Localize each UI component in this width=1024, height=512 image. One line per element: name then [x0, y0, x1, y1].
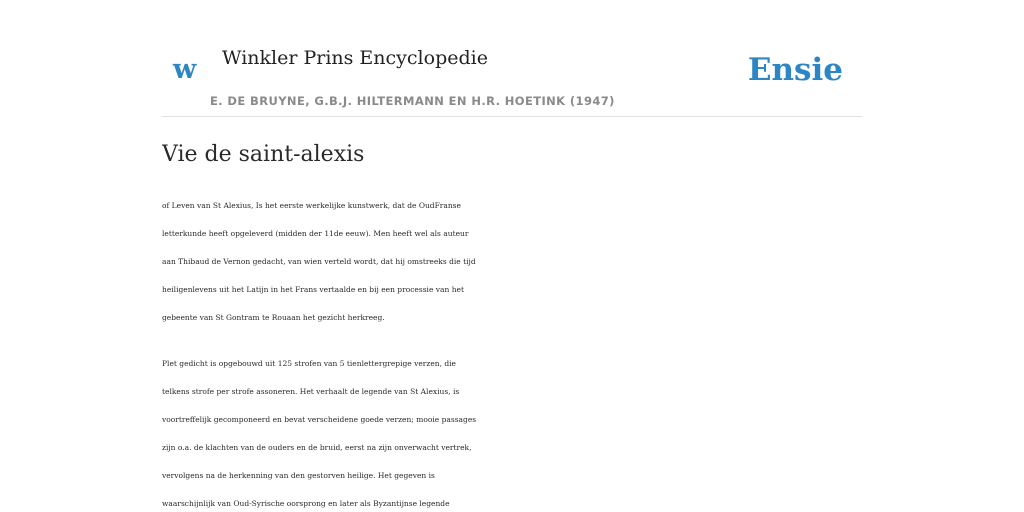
header — [162, 0, 862, 117]
article-body — [162, 192, 862, 512]
text-line: voortreffelijk gecomponeerd en bevat verscheidene goede verzen; mooie passages — [162, 415, 477, 424]
authors-line: E. DE BRUYNE, G.B.J. HILTERMANN EN H.R. HOETINK (1947) — [210, 94, 615, 108]
entry-title: Vie de saint-alexis — [162, 142, 365, 167]
text-line: telkens strofe per strofe assoneren. Het verhaalt de legende van St Alexius, is — [162, 387, 460, 396]
text-line: heiligenlevens uit het Latijn in het Frans vertaalde en bij een processie van het — [162, 285, 464, 294]
text-line: vervolgens na de herkenning van den gestorven heilige. Het gegeven is — [162, 471, 435, 480]
text-line: gebeente van St Gontram te Rouaan het gezicht herkreeg. — [162, 313, 385, 322]
text-line: letterkunde heeft opgeleverd (midden der 11de eeuw). Men heeft wel als auteur — [162, 229, 469, 238]
text-line: zijn o.a. de klachten van de ouders en de bruid, eerst na zijn onverwacht vertrek, — [162, 443, 472, 452]
paragraph — [162, 192, 862, 332]
brand-logo[interactable]: Ensie — [747, 52, 843, 88]
encyclopedia-logo[interactable]: w — [173, 54, 197, 85]
text-line: waarschijnlijk van Oud-Syrische oorsprong en later als Byzantijnse legende — [162, 499, 450, 508]
text-line: aan Thibaud de Vernon gedacht, van wien verteld wordt, dat hij omstreeks die tijd — [162, 257, 476, 266]
page — [162, 0, 862, 512]
paragraph — [162, 350, 862, 512]
work-title-link[interactable]: Winkler Prins Encyclopedie — [222, 47, 488, 69]
text-line: Plet gedicht is opgebouwd uit 125 strofen van 5 tienlettergrepige verzen, die — [162, 359, 456, 368]
text-line: of Leven van St Alexius, Is het eerste werkelijke kunstwerk, dat de OudFranse — [162, 201, 461, 210]
